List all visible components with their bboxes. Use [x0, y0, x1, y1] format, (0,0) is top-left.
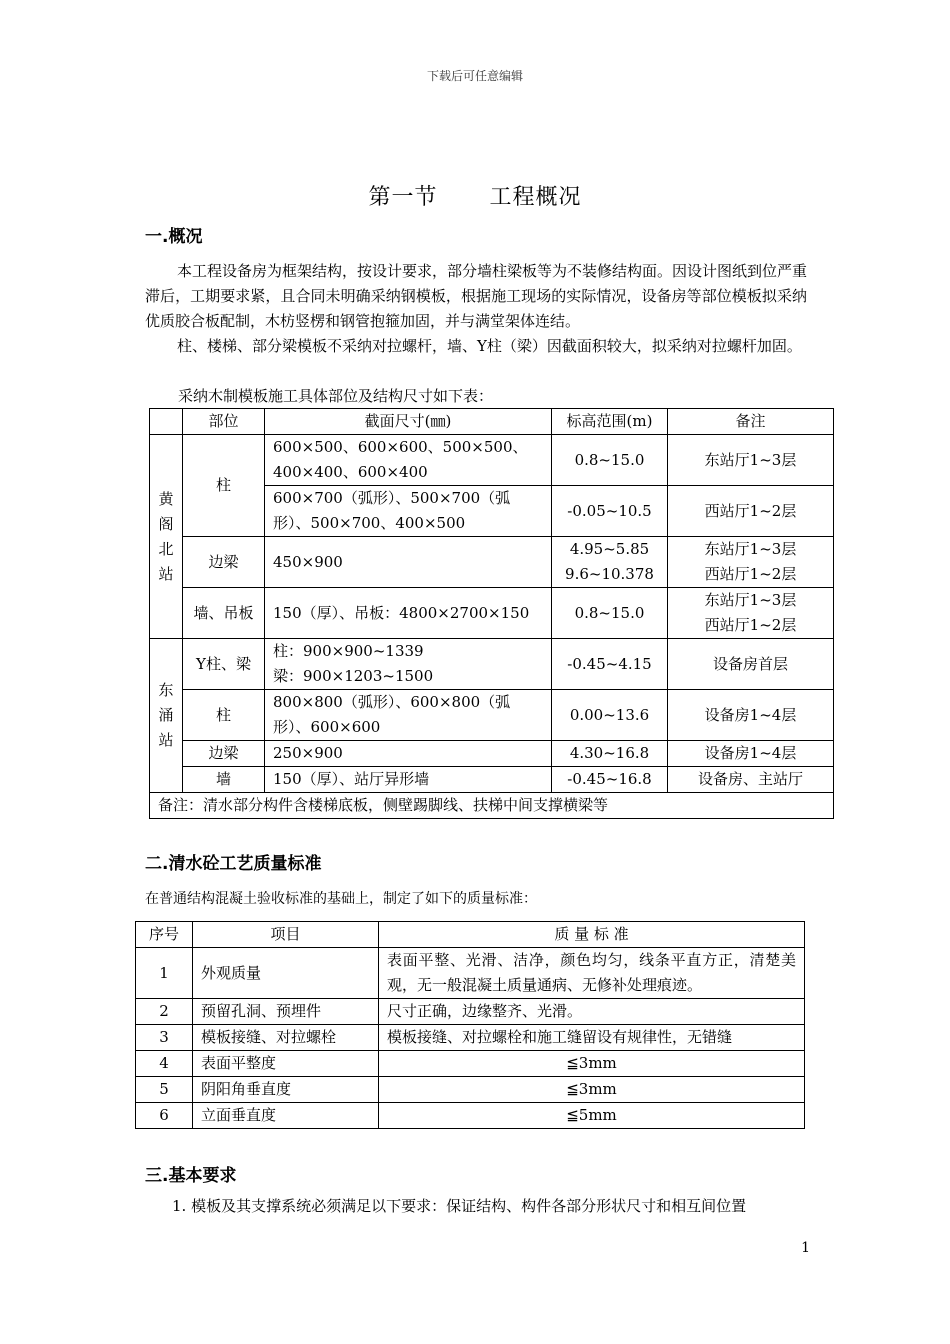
range-cell: 0.8~15.0: [552, 435, 668, 486]
part-cell: 边梁: [183, 741, 265, 767]
range-cell: -0.45~4.15: [552, 639, 668, 690]
item-cell: 阴阳角垂直度: [193, 1077, 379, 1103]
size-cell: 450×900: [265, 537, 552, 588]
table-footnote: 备注：清水部分构件含楼梯底板，侧壁踢脚线、扶梯中间支撑横梁等: [150, 793, 834, 819]
station-huangge: 黄 阁 北 站: [150, 435, 183, 639]
size-cell: 柱：900×900~1339 梁：900×1203~1500: [265, 639, 552, 690]
item-cell: 表面平整度: [193, 1051, 379, 1077]
table-row: [150, 639, 834, 690]
table-row: [150, 588, 834, 639]
range-cell: 0.8~15.0: [552, 588, 668, 639]
range-cell: 4.30~16.8: [552, 741, 668, 767]
note-cell: 设备房、主站厅: [668, 767, 834, 793]
item-cell: 外观质量: [193, 948, 379, 999]
part-cell: 柱: [183, 690, 265, 741]
header-note: 备注: [668, 409, 834, 435]
section-heading-overview: 一.概况: [145, 227, 203, 247]
header-no: 序号: [136, 922, 193, 948]
table-row: [150, 741, 834, 767]
item-cell: 预留孔洞、预埋件: [193, 999, 379, 1025]
paragraph-overview-2: 柱、楼梯、部分梁模板不采纳对拉螺杆，墙、Y柱（梁）因截面积较大，拟采纳对拉螺杆加固。: [177, 337, 802, 355]
part-cell: 边梁: [183, 537, 265, 588]
header-standard: 质 量 标 准: [379, 922, 805, 948]
table-footnote-row: [150, 793, 834, 819]
table-row: [136, 1077, 805, 1103]
no-cell: 2: [136, 999, 193, 1025]
part-cell: 墙、吊板: [183, 588, 265, 639]
chapter-name: 工程概况: [489, 185, 582, 210]
size-cell: 600×700（弧形）、500×700（弧形）、500×700、400×500: [265, 486, 552, 537]
chapter-number: 第一节: [368, 185, 438, 210]
range-cell: 4.95~5.85 9.6~10.378: [552, 537, 668, 588]
no-cell: 6: [136, 1103, 193, 1129]
header-size: 截面尺寸(㎜): [265, 409, 552, 435]
size-cell: 250×900: [265, 741, 552, 767]
page-number: 1: [801, 1240, 810, 1256]
table-row: [136, 1051, 805, 1077]
requirement-item-1: 1. 模板及其支撑系统必须满足以下要求：保证结构、构件各部分形状尺寸和相互间位置: [172, 1197, 747, 1215]
part-cell: 柱: [183, 435, 265, 537]
table-header-row: [150, 409, 834, 435]
part-cell: 墙: [183, 767, 265, 793]
item-cell: 模板接缝、对拉螺栓: [193, 1025, 379, 1051]
formwork-table: [149, 408, 834, 819]
table-caption: 采纳木制模板施工具体部位及结构尺寸如下表：: [178, 387, 494, 405]
table-row: [136, 1103, 805, 1129]
section-heading-requirements: 三.基本要求: [145, 1166, 237, 1186]
header-range: 标高范围(m): [552, 409, 668, 435]
note-cell: 设备房1~4层: [668, 690, 834, 741]
item-cell: 立面垂直度: [193, 1103, 379, 1129]
header-part: 部位: [183, 409, 265, 435]
standard-cell: ≦3mm: [379, 1051, 805, 1077]
size-cell: 600×500、600×600、500×500、400×400、600×400: [265, 435, 552, 486]
note-cell: 设备房首层: [668, 639, 834, 690]
part-cell: Y柱、梁: [183, 639, 265, 690]
no-cell: 3: [136, 1025, 193, 1051]
note-cell: 东站厅1~3层: [668, 435, 834, 486]
size-cell: 800×800（弧形）、600×800（弧形）、600×600: [265, 690, 552, 741]
header-blank: [150, 409, 183, 435]
table-row: [150, 537, 834, 588]
section-heading-quality: 二.清水砼工艺质量标准: [145, 854, 322, 874]
no-cell: 5: [136, 1077, 193, 1103]
quality-table: [135, 921, 805, 1129]
table-row: [136, 999, 805, 1025]
no-cell: 4: [136, 1051, 193, 1077]
standard-cell: ≦5mm: [379, 1103, 805, 1129]
header-item: 项目: [193, 922, 379, 948]
paragraph-overview-1: 本工程设备房为框架结构，按设计要求，部分墙柱梁板等为不装修结构面。因设计图纸到位严重滞后，工期要求紧，且合同未明确采纳钢模板，根据施工现场的实际情况，设备房等部位模板拟采纳优质胶合板配制，木枋竖楞和钢管抱箍加固，并与满堂架体连结。: [145, 262, 808, 330]
note-cell: 东站厅1~3层 西站厅1~2层: [668, 537, 834, 588]
table-row: [136, 1025, 805, 1051]
table-row: [150, 767, 834, 793]
chapter-title: [0, 180, 950, 211]
note-cell: 设备房1~4层: [668, 741, 834, 767]
standard-cell: 表面平整、光滑、洁净，颜色均匀，线条平直方正，清楚美观，无一般混凝土质量通病、无修补处理痕迹。: [379, 948, 805, 999]
table-header-row: [136, 922, 805, 948]
station-dongyong: 东 涌 站: [150, 639, 183, 793]
header-note: 下载后可任意编辑: [426, 69, 523, 83]
quality-intro: 在普通结构混凝土验收标准的基础上，制定了如下的质量标准：: [145, 891, 537, 907]
range-cell: -0.05~10.5: [552, 486, 668, 537]
standard-cell: 模板接缝、对拉螺栓和施工缝留设有规律性，无错缝: [379, 1025, 805, 1051]
table-row: [150, 690, 834, 741]
note-cell: 西站厅1~2层: [668, 486, 834, 537]
note-cell: 东站厅1~3层 西站厅1~2层: [668, 588, 834, 639]
no-cell: 1: [136, 948, 193, 999]
standard-cell: 尺寸正确，边缘整齐、光滑。: [379, 999, 805, 1025]
table-row: [150, 435, 834, 486]
table-row: [136, 948, 805, 999]
size-cell: 150（厚）、站厅异形墙: [265, 767, 552, 793]
range-cell: 0.00~13.6: [552, 690, 668, 741]
size-cell: 150（厚）、吊板：4800×2700×150: [265, 588, 552, 639]
standard-cell: ≦3mm: [379, 1077, 805, 1103]
range-cell: -0.45~16.8: [552, 767, 668, 793]
